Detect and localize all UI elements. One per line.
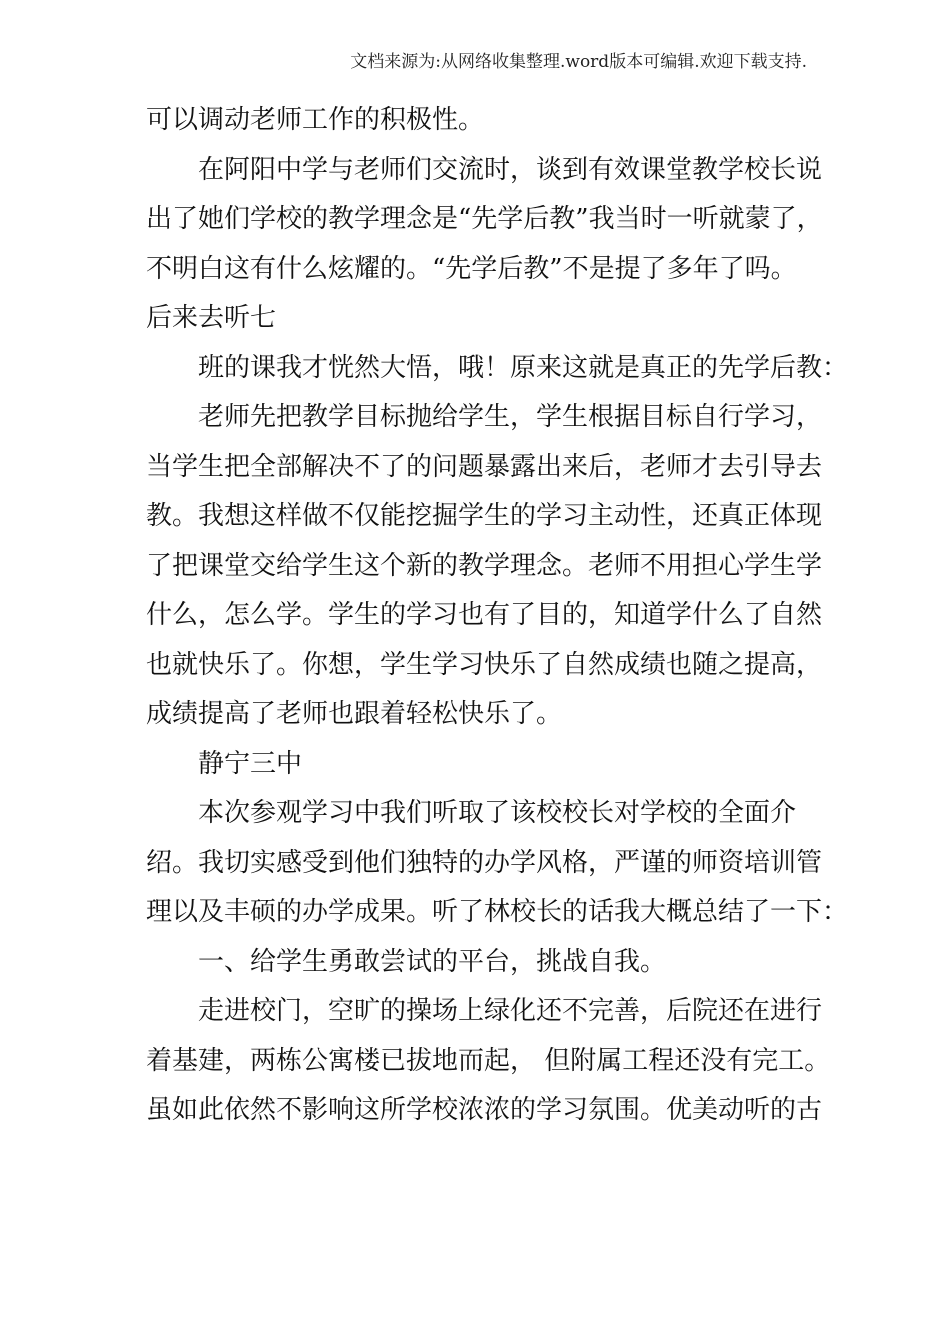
text-line: 当学生把全部解决不了的问题暴露出来后，老师才去引导去 xyxy=(146,451,823,482)
subsection-heading: 一、给学生勇敢尝试的平台，挑战自我。 xyxy=(198,946,667,977)
text-line: 本次参观学习中我们听取了该校校长对学校的全面介 xyxy=(198,798,797,828)
section-heading: 静宁三中 xyxy=(198,748,303,779)
text-line: 也就快乐了。你想，学生学习快乐了自然成绩也随之提高， xyxy=(146,649,823,680)
text-line: 成绩提高了老师也跟着轻松快乐了。 xyxy=(146,699,563,729)
document-source-header: 文档来源为:从网络收集整理.word版本可编辑.欢迎下载支持. xyxy=(350,52,807,72)
text-line: 虽如此依然不影响这所学校浓浓的学习氛围。优美动听的古 xyxy=(146,1095,823,1125)
text-line: 绍。我切实感受到他们独特的办学风格，严谨的师资培训管 xyxy=(146,847,823,878)
text-line: 教。我想这样做不仅能挖掘学生的学习主动性，还真正体现 xyxy=(146,501,823,531)
text-line: 了把课堂交给学生这个新的教学理念。老师不用担心学生学 xyxy=(146,550,823,581)
text-line: 着基建，两栋公寓楼已拔地而起， 但附属工程还没有完工。 xyxy=(146,1045,831,1076)
text-line: 班的课我才恍然大悟，哦！原来这就是真正的先学后教： xyxy=(198,352,849,383)
text-line: 可以调动老师工作的积极性。 xyxy=(146,105,485,135)
text-line: 在阿阳中学与老师们交流时，谈到有效课堂教学校长说 xyxy=(198,154,823,185)
document-body xyxy=(146,96,849,1136)
text-line: 走进校门，空旷的操场上绿化还不完善，后院还在进行 xyxy=(198,996,823,1026)
text-line: 什么，怎么学。学生的学习也有了目的，知道学什么了自然 xyxy=(146,600,823,630)
text-line: 老师先把教学目标抛给学生，学生根据目标自行学习， xyxy=(198,402,823,432)
text-line: 理以及丰硕的办学成果。听了林校长的话我大概总结了一下： xyxy=(146,897,849,927)
text-line: 不明白这有什么炫耀的。“先学后教”不是提了多年了吗。 xyxy=(146,253,797,284)
text-line: 出了她们学校的教学理念是“先学后教”我当时一听就蒙了， xyxy=(146,204,823,234)
text-line: 后来去听七 xyxy=(146,303,277,333)
